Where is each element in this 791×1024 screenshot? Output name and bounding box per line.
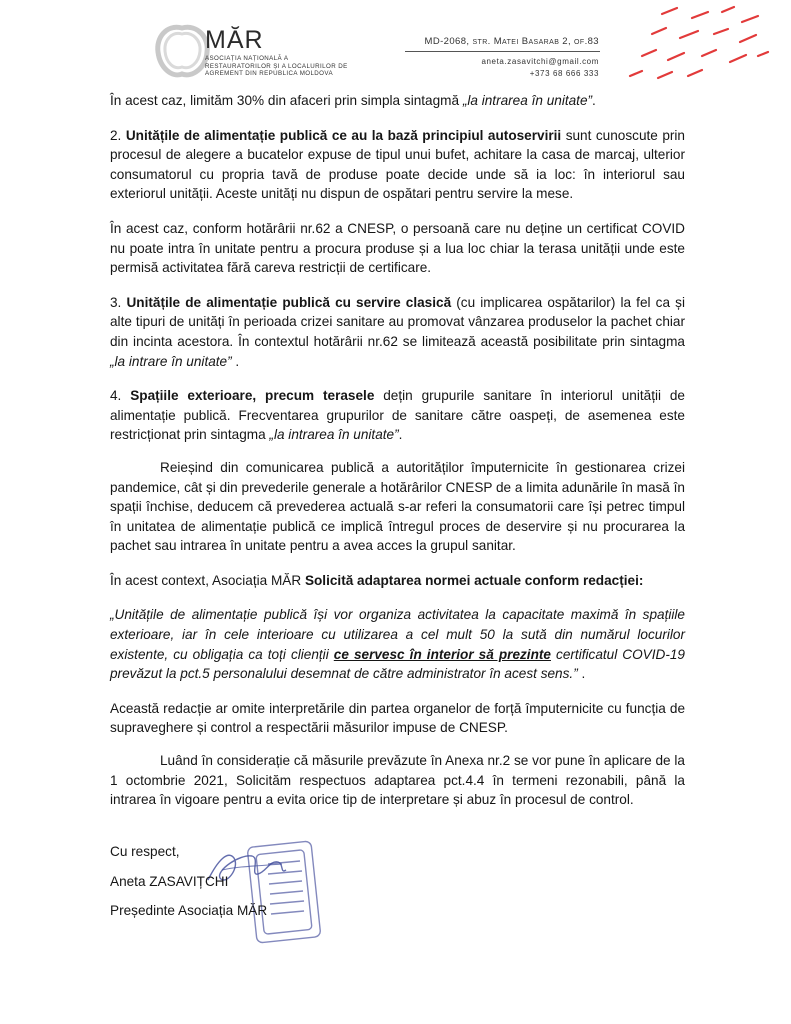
header-divider: [405, 51, 600, 52]
paragraph-9: Această redacție ar omite interpretările din partea organelor de forță împuternicite cu funcția de supraveghere și control a respectării măsurilor impuse de CNESP.: [110, 700, 685, 736]
paragraph-10: Luând în considerație că măsurile prevăzute în Anexa nr.2 se vor pune în aplicare de la 1 octombrie 2021, Solicităm respectuos adaptarea pct.4.4 în termeni rezonabili, până la intrarea în vigoare pentru a evita orice tip de interpretare și abuz în procesul de control.: [110, 753, 685, 808]
paragraph-6: Reieșind din comunicarea publică a autorităților împuternicite în gestionarea crizei pandemice, cât și din prevederile generale a hotărârilor CNESP de a limita adunările în masă în spații închise, deducem că prevederea actuală s-ar referi la consumatorii care își petrec timpul în unitatea de alimentație publică ce implică întregul proces de deservire și nu procurarea la pachet sau intrarea în unitate pentru a avea acces la grupul sanitar.: [110, 459, 685, 554]
brand-subtitle: ASOCIAȚIA NAȚIONALĂ A RESTAURATORILOR ȘI A LOCALURILOR DE AGREMENT DIN REPUBLICA MOLDOVA: [205, 55, 348, 78]
paragraph-1: În acest caz, limităm 30% din afaceri prin simpla sintagmă „la intrarea în unitate”.: [110, 93, 596, 108]
closing: Cu respect,: [110, 844, 180, 859]
paragraph-7: În acest context, Asociația MĂR Solicită adaptarea normei actuale conform redacției:: [110, 572, 644, 588]
paragraph-4: 3. Unitățile de alimentație publică cu servire clasică (cu implicarea ospătarilor) la fel ca și alte tipuri de unități în perioada crizei sanitare au promovat vânzarea produselor la pachet chiar din incinta acestora. În contextul hotărârii nr.62 se limitează această posibilitate prin sintagma „la intrare în unitate” .: [110, 294, 685, 369]
paragraph-2: 2. Unitățile de alimentație publică ce au la bază principiul autoservirii sunt cunoscute prin procesul de alegere a bucatelor expuse de tipul unui bufet, achitare la casa de marcaj, ulterior consumatorul cu propria tavă de produse poate decide unde să ia loc: în interiorul sau exteriorul unității. Aceste unități nu dispun de ospătari pentru servire la mese.: [110, 127, 685, 202]
brand-name: MĂR: [205, 26, 264, 54]
signer-name: Aneta ZASAVIȚCHI: [110, 873, 229, 889]
signer-title: Președinte Asociația MĂR: [110, 903, 268, 919]
address: MD-2068, str. Matei Basarab 2, of.83: [424, 36, 599, 47]
proposed-wording-quote: „Unitățile de alimentație publică își vor organiza activitatea la capacitate maximă în spațiile exterioare, iar în cele interioare cu utilizarea a cel mult 50 la sută din numărul locurilor existente, cu obligația ca toți clienții ce servesc în interior să prezinte certificatul COVID-19 prevăzut la pct.5 personalului desemnat de către administrator în acest sens.” .: [110, 607, 685, 682]
paragraph-3: În acest caz, conform hotărârii nr.62 a CNESP, o persoană care nu deține un certificat COVID nu poate intra în unitate pentru a procura produse și a lua loc chiar la terasa unității unde este permisă activitatea fără careva restricții de certificare.: [110, 220, 685, 276]
letter-body: [110, 91, 685, 810]
letterhead: [0, 0, 791, 90]
phone: +373 68 666 333: [529, 69, 599, 78]
paragraph-5: 4. Spațiile exterioare, precum terasele dețin grupurile sanitare în interiorul unității de alimentație publică. Frecventarea grupurilor de sanitare către oaspeți, de asemenea este restricționat prin sintagma „la intrarea în unitate”.: [110, 388, 685, 443]
signature-block: [110, 842, 267, 931]
email: aneta.zasavitchi@gmail.com: [481, 57, 599, 66]
apple-logo-icon: [152, 20, 212, 80]
decorative-confetti-icon: [622, 4, 772, 84]
